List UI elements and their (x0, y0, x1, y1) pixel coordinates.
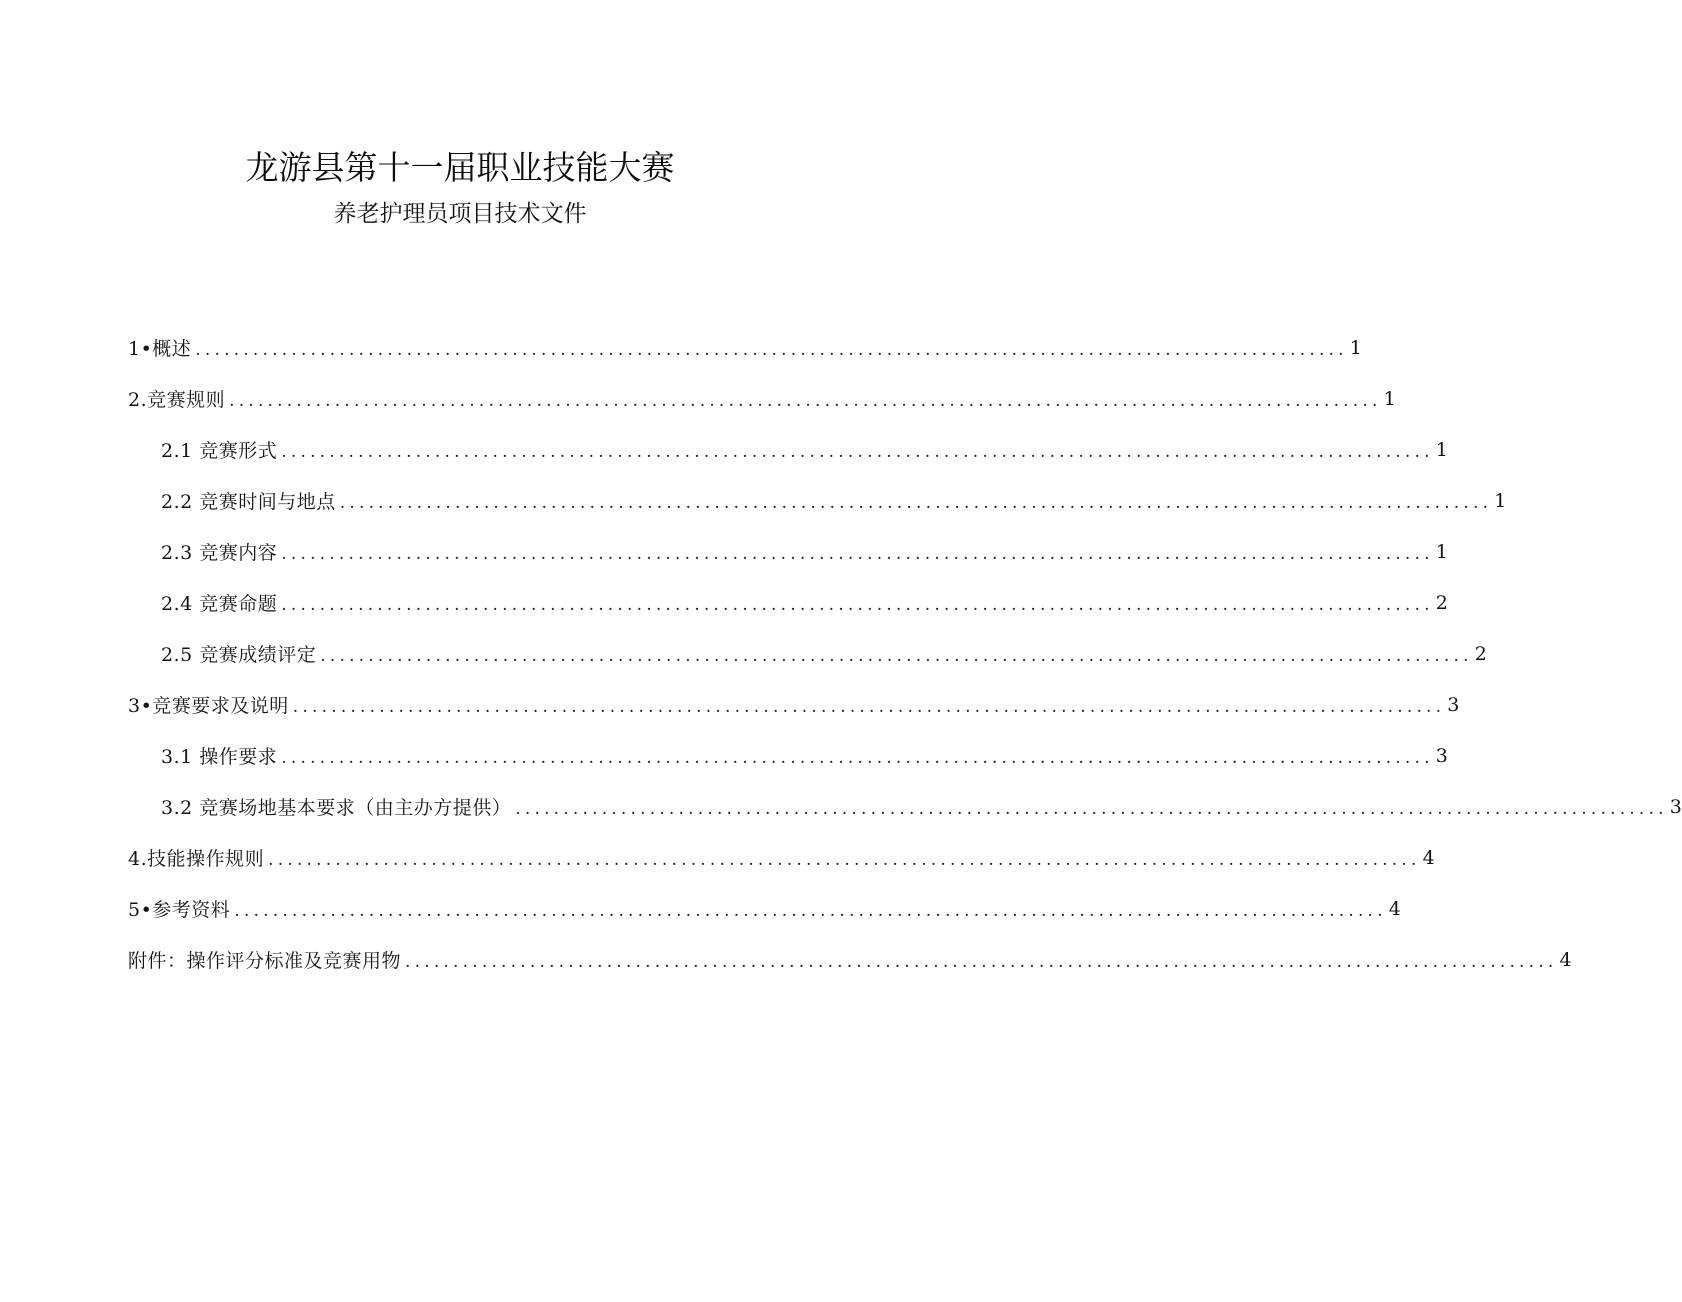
toc-entry-score-evaluation[interactable] (128, 628, 1487, 679)
toc-page-number: 1 (1435, 438, 1448, 461)
toc-entry-venue-requirements[interactable] (128, 781, 1682, 832)
toc-dot-leader: ........................................................................................................................ (292, 696, 1446, 717)
toc-page-number: 1 (1383, 387, 1396, 410)
toc-entry-operation-requirements[interactable] (128, 730, 1448, 781)
toc-dot-leader: ........................................................................................................................ (229, 390, 1382, 411)
toc-entry-competition-content[interactable] (128, 526, 1448, 577)
document-title: 龙游县第十一届职业技能大赛 (245, 148, 675, 187)
toc-entry-requirements[interactable] (128, 679, 1460, 730)
toc-entry-label: 2.3 竞赛内容 (161, 542, 278, 564)
toc-page-number: 4 (1559, 948, 1572, 971)
toc-page-number: 3 (1447, 693, 1460, 716)
toc-page-number: 2 (1435, 591, 1448, 614)
toc-dot-leader: ........................................................................................................................ (195, 339, 1348, 360)
toc-entry-label: 2.竞赛规则 (128, 389, 226, 411)
toc-dot-leader: ........................................................................................................................ (281, 747, 1434, 768)
toc-entry-competition-format[interactable] (128, 424, 1448, 475)
toc-dot-leader: ........................................................................................................................ (515, 798, 1668, 819)
toc-dot-leader: ........................................................................................................................ (281, 441, 1434, 462)
toc-page-number: 3 (1435, 744, 1448, 767)
toc-page-number: 1 (1349, 336, 1362, 359)
toc-entry-label: 2.2 竞赛时间与地点 (161, 491, 336, 513)
toc-entry-label: 3•竞赛要求及说明 (128, 695, 289, 717)
toc-dot-leader: ........................................................................................................................ (234, 900, 1387, 921)
document-subtitle: 养老护理员项目技术文件 (333, 201, 587, 227)
table-of-contents (128, 322, 1682, 985)
toc-dot-leader: ........................................................................................................................ (320, 645, 1473, 666)
toc-entry-label: 3.1 操作要求 (161, 746, 278, 768)
toc-entry-references[interactable] (128, 883, 1401, 934)
toc-page-number: 1 (1494, 489, 1507, 512)
toc-dot-leader: ........................................................................................................................ (281, 594, 1434, 615)
toc-entry-competition-propositions[interactable] (128, 577, 1448, 628)
toc-entry-label: 3.2 竞赛场地基本要求（由主办方提供） (161, 797, 512, 819)
toc-dot-leader: ........................................................................................................................ (281, 543, 1434, 564)
toc-entry-label: 5•参考资料 (128, 899, 231, 921)
toc-entry-label: 2.4 竞赛命题 (161, 593, 278, 615)
toc-entry-appendix[interactable] (128, 934, 1572, 985)
toc-entry-label: 4.技能操作规则 (128, 848, 265, 870)
toc-page-number: 4 (1422, 846, 1435, 869)
toc-entry-time-and-place[interactable] (128, 475, 1507, 526)
toc-entry-competition-rules[interactable] (128, 373, 1396, 424)
toc-entry-label: 附件：操作评分标准及竞赛用物 (128, 950, 402, 972)
toc-page-number: 2 (1474, 642, 1487, 665)
toc-dot-leader: ........................................................................................................................ (339, 492, 1493, 513)
toc-page-number: 4 (1388, 897, 1401, 920)
toc-entry-skill-rules[interactable] (128, 832, 1435, 883)
toc-entry-overview[interactable] (128, 322, 1362, 373)
toc-dot-leader: ........................................................................................................................ (268, 849, 1421, 870)
toc-entry-label: 2.5 竞赛成绩评定 (161, 644, 317, 666)
toc-page-number: 3 (1669, 795, 1682, 818)
toc-dot-leader: ........................................................................................................................ (405, 951, 1558, 972)
toc-page-number: 1 (1435, 540, 1448, 563)
toc-entry-label: 2.1 竞赛形式 (161, 440, 278, 462)
toc-entry-label: 1•概述 (128, 338, 192, 360)
